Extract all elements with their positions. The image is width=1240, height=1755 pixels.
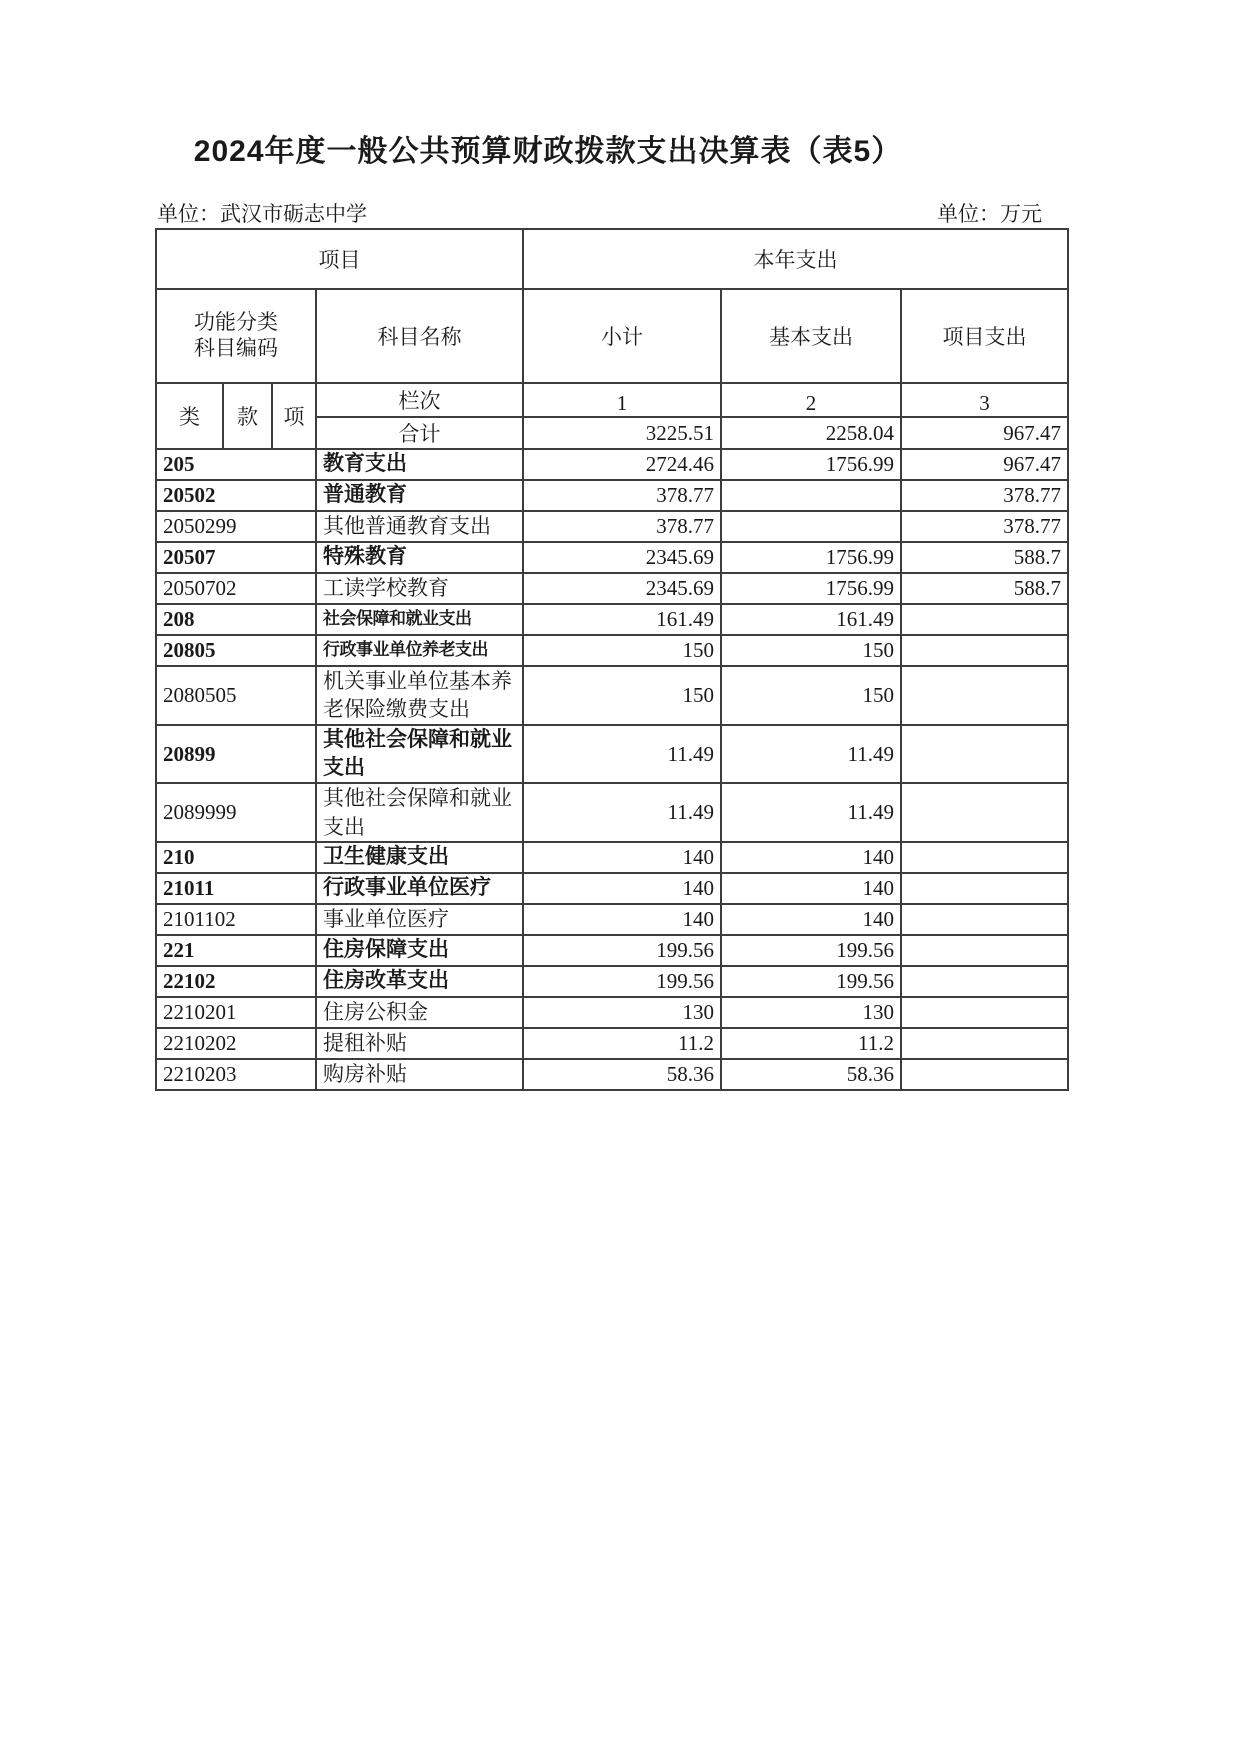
row-basic-cell: 58.36: [721, 1059, 901, 1090]
total-project: 967.47: [901, 417, 1068, 449]
table-row: [156, 542, 1068, 573]
row-basic-cell: 1756.99: [721, 542, 901, 573]
header-subject-name: 科目名称: [316, 289, 523, 383]
row-code-cell: 205: [156, 449, 316, 480]
row-name-cell: 住房公积金: [316, 997, 523, 1028]
total-basic: 2258.04: [721, 417, 901, 449]
row-name-cell: 购房补贴: [316, 1059, 523, 1090]
table-body: [156, 449, 1068, 1090]
row-project-cell: [901, 842, 1068, 873]
row-code-cell: 221: [156, 935, 316, 966]
row-basic-cell: [721, 480, 901, 511]
row-basic-cell: 1756.99: [721, 573, 901, 604]
row-basic-cell: 161.49: [721, 604, 901, 635]
row-basic-cell: 11.49: [721, 783, 901, 842]
table-row: [156, 935, 1068, 966]
row-subtotal-cell: 161.49: [523, 604, 721, 635]
header-col-3: 3: [901, 383, 1068, 417]
row-name-cell: 其他社会保障和就业支出: [316, 725, 523, 784]
row-subtotal-cell: 2724.46: [523, 449, 721, 480]
row-code-cell: 2089999: [156, 783, 316, 842]
row-code-cell: 2210203: [156, 1059, 316, 1090]
row-subtotal-cell: 199.56: [523, 966, 721, 997]
row-project-cell: [901, 997, 1068, 1028]
table-row: [156, 904, 1068, 935]
table-row: [156, 783, 1068, 842]
row-code-cell: 2050299: [156, 511, 316, 542]
row-subtotal-cell: 11.2: [523, 1028, 721, 1059]
row-name-cell: 住房改革支出: [316, 966, 523, 997]
row-code-cell: 2050702: [156, 573, 316, 604]
row-code-cell: 210: [156, 842, 316, 873]
table-row: [156, 480, 1068, 511]
header-column-label: 栏次: [316, 383, 523, 417]
row-code-cell: 2080505: [156, 666, 316, 725]
table-row: [156, 573, 1068, 604]
row-subtotal-cell: 11.49: [523, 783, 721, 842]
row-basic-cell: 140: [721, 873, 901, 904]
row-project-cell: [901, 966, 1068, 997]
row-basic-cell: 150: [721, 635, 901, 666]
header-section: 款: [223, 383, 272, 449]
row-project-cell: [901, 635, 1068, 666]
row-code-cell: 2101102: [156, 904, 316, 935]
table-header-row-2: [156, 289, 1068, 383]
row-code-cell: 22102: [156, 966, 316, 997]
header-functional-code: [156, 289, 316, 383]
row-project-cell: [901, 783, 1068, 842]
row-name-cell: 行政事业单位医疗: [316, 873, 523, 904]
row-code-cell: 20502: [156, 480, 316, 511]
table-row: [156, 997, 1068, 1028]
row-subtotal-cell: 150: [523, 635, 721, 666]
row-name-cell: 事业单位医疗: [316, 904, 523, 935]
row-subtotal-cell: 140: [523, 842, 721, 873]
header-functional-code-line2: 科目编码: [194, 337, 278, 360]
row-project-cell: [901, 666, 1068, 725]
header-current-year-expenditure: 本年支出: [523, 229, 1068, 289]
row-basic-cell: 150: [721, 666, 901, 725]
row-subtotal-cell: 378.77: [523, 480, 721, 511]
row-name-cell: 普通教育: [316, 480, 523, 511]
row-subtotal-cell: 2345.69: [523, 573, 721, 604]
row-basic-cell: 199.56: [721, 966, 901, 997]
header-col-2: 2: [721, 383, 901, 417]
row-basic-cell: 11.2: [721, 1028, 901, 1059]
row-project-cell: [901, 1028, 1068, 1059]
table-header-row-3: [156, 383, 1068, 417]
row-subtotal-cell: 140: [523, 873, 721, 904]
header-project: 项目: [156, 229, 523, 289]
row-project-cell: [901, 904, 1068, 935]
row-basic-cell: 11.49: [721, 725, 901, 784]
header-item: 项: [272, 383, 316, 449]
header-category: 类: [156, 383, 223, 449]
row-basic-cell: 140: [721, 842, 901, 873]
unit-currency-label: 单位：万元: [937, 203, 1042, 226]
row-name-cell: 工读学校教育: [316, 573, 523, 604]
row-project-cell: 378.77: [901, 511, 1068, 542]
table-row: [156, 842, 1068, 873]
header-subtotal: 小计: [523, 289, 721, 383]
table-row: [156, 635, 1068, 666]
row-basic-cell: 199.56: [721, 935, 901, 966]
row-project-cell: [901, 935, 1068, 966]
row-code-cell: 2210201: [156, 997, 316, 1028]
row-subtotal-cell: 11.49: [523, 725, 721, 784]
row-subtotal-cell: 150: [523, 666, 721, 725]
total-row-label: 合计: [316, 417, 523, 449]
row-name-cell: 住房保障支出: [316, 935, 523, 966]
row-project-cell: 967.47: [901, 449, 1068, 480]
row-project-cell: [901, 1059, 1068, 1090]
row-name-cell: 其他普通教育支出: [316, 511, 523, 542]
table-row: [156, 449, 1068, 480]
row-name-cell: 机关事业单位基本养老保险缴费支出: [316, 666, 523, 725]
row-name-cell: 卫生健康支出: [316, 842, 523, 873]
row-project-cell: [901, 873, 1068, 904]
row-code-cell: 20805: [156, 635, 316, 666]
unit-labels-row: [157, 198, 1042, 228]
row-subtotal-cell: 2345.69: [523, 542, 721, 573]
table-row: [156, 666, 1068, 725]
row-basic-cell: [721, 511, 901, 542]
row-name-cell: 其他社会保障和就业支出: [316, 783, 523, 842]
row-code-cell: 20899: [156, 725, 316, 784]
row-project-cell: 378.77: [901, 480, 1068, 511]
row-code-cell: 21011: [156, 873, 316, 904]
row-subtotal-cell: 130: [523, 997, 721, 1028]
row-code-cell: 208: [156, 604, 316, 635]
row-name-cell: 特殊教育: [316, 542, 523, 573]
row-basic-cell: 130: [721, 997, 901, 1028]
header-col-1: 1: [523, 383, 721, 417]
row-project-cell: [901, 604, 1068, 635]
table-row: [156, 1028, 1068, 1059]
page-title: 2024年度一般公共预算财政拨款支出决算表（表5）: [193, 135, 903, 168]
header-functional-code-line1: 功能分类: [194, 310, 278, 334]
row-basic-cell: 140: [721, 904, 901, 935]
table-row: [156, 1059, 1068, 1090]
row-subtotal-cell: 140: [523, 904, 721, 935]
row-name-cell: 社会保障和就业支出: [316, 604, 523, 635]
row-project-cell: [901, 725, 1068, 784]
total-subtotal: 3225.51: [523, 417, 721, 449]
unit-organization-label: 单位：武汉市砺志中学: [157, 203, 367, 226]
table-row: [156, 725, 1068, 784]
table-header-row-1: [156, 229, 1068, 289]
row-code-cell: 20507: [156, 542, 316, 573]
row-subtotal-cell: 199.56: [523, 935, 721, 966]
row-subtotal-cell: 378.77: [523, 511, 721, 542]
header-basic-expenditure: 基本支出: [721, 289, 901, 383]
row-name-cell: 行政事业单位养老支出: [316, 635, 523, 666]
table-row: [156, 966, 1068, 997]
row-project-cell: 588.7: [901, 542, 1068, 573]
row-name-cell: 教育支出: [316, 449, 523, 480]
table-row: [156, 511, 1068, 542]
table-row: [156, 604, 1068, 635]
header-project-expenditure: 项目支出: [901, 289, 1068, 383]
table-row: [156, 873, 1068, 904]
row-code-cell: 2210202: [156, 1028, 316, 1059]
budget-table: [155, 228, 1069, 1091]
row-project-cell: 588.7: [901, 573, 1068, 604]
row-name-cell: 提租补贴: [316, 1028, 523, 1059]
row-basic-cell: 1756.99: [721, 449, 901, 480]
row-subtotal-cell: 58.36: [523, 1059, 721, 1090]
